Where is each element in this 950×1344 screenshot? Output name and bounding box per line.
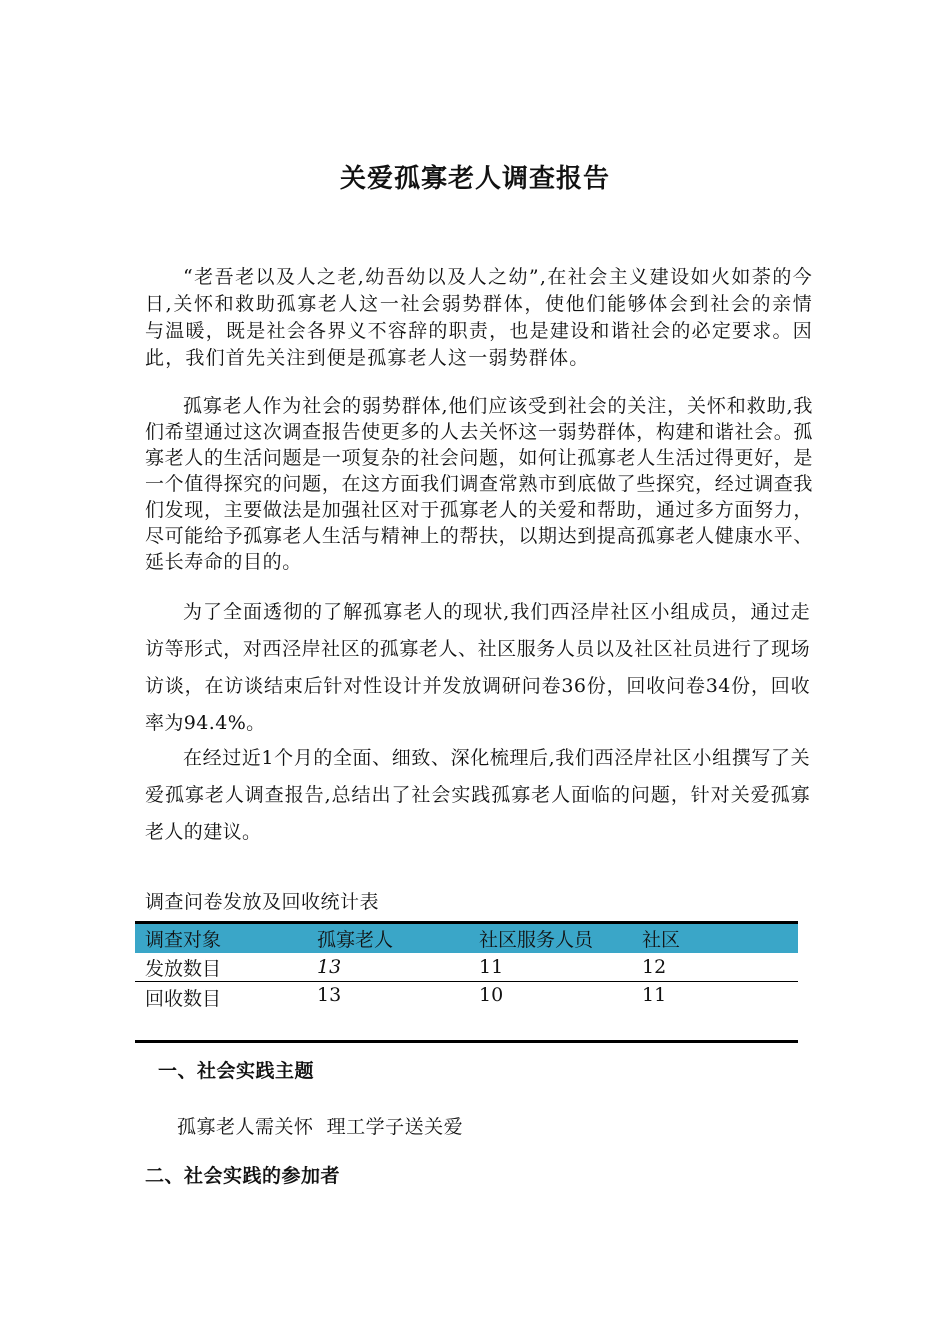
table-spacer-row — [135, 1014, 798, 1042]
table-empty-cell — [307, 1014, 469, 1042]
table-empty-cell — [469, 1014, 632, 1042]
table-header-cell: 社区 — [632, 923, 798, 954]
table-cell: 13 — [307, 953, 469, 982]
section-heading-participants: 二、社会实践的参加者 — [145, 1165, 341, 1187]
table-empty-cell — [135, 1014, 307, 1042]
table-cell: 发放数目 — [135, 953, 307, 982]
survey-stats-table — [135, 921, 798, 1043]
table-cell: 12 — [632, 953, 798, 982]
paragraph-background: 孤寡老人作为社会的弱势群体,他们应该受到社会的关注，关怀和救助,我们希望通过这次调查报告使更多的人去关怀这一弱势群体，构建和谐社会。孤寡老人的生活问题是一项复杂的社会问题，如何让孤寡老人生活过得更好，是一个值得探究的问题，在这方面我们调查常熟市到底做了些探究，经过调查我们发现，主要做法是加强社区对于孤寡老人的关爱和帮助，通过多方面努力，尽可能给予孤寡老人生活与精神上的帮扶，以期达到提高孤寡老人健康水平、延长寿命的目的。 — [145, 395, 813, 573]
table-header-cell: 孤寡老人 — [307, 923, 469, 954]
table-caption: 调查问卷发放及回收统计表 — [145, 891, 380, 913]
table-row — [135, 953, 798, 982]
section-theme-content: 孤寡老人需关怀 理工学子送关爱 — [177, 1116, 464, 1138]
section-heading-theme: 一、社会实践主题 — [158, 1060, 315, 1082]
paragraph-intro: “老吾老以及人之老,幼吾幼以及人之幼”,在社会主义建设如火如荼的今日,关怀和救助孤寡老人这一社会弱势群体，使他们能够体会到社会的亲情与温暖，既是社会各界义不容辞的职责，也是建设和谐社会的必定要求。因此，我们首先关注到便是孤寡老人这一弱势群体。 — [145, 266, 813, 369]
document-title: 关爱孤寡老人调查报告 — [339, 164, 610, 194]
table-cell: 11 — [469, 953, 632, 982]
table-row — [135, 982, 798, 1015]
table-cell: 10 — [479, 984, 504, 1006]
table-cell: 13 — [317, 984, 342, 1006]
table-cell: 11 — [642, 984, 667, 1006]
table-cell: 回收数目 — [145, 988, 222, 1010]
table-empty-cell — [632, 1014, 798, 1042]
table-header-cell: 调查对象 — [135, 923, 307, 954]
paragraph-summary: 在经过近1个月的全面、细致、深化梳理后,我们西泾岸社区小组撰写了关爱孤寡老人调查报告,总结出了社会实践孤寡老人面临的问题，针对关爱孤寡老人的建议。 — [145, 747, 810, 843]
table-header-cell: 社区服务人员 — [469, 923, 632, 954]
paragraph-method: 为了全面透彻的了解孤寡老人的现状,我们西泾岸社区小组成员，通过走访等形式，对西泾岸社区的孤寡老人、社区服务人员以及社区社员进行了现场访谈，在访谈结束后针对性设计并发放调研问卷36份，回收问卷34份，回收率为94.4%。 — [145, 601, 810, 734]
table-header-row — [135, 923, 798, 954]
